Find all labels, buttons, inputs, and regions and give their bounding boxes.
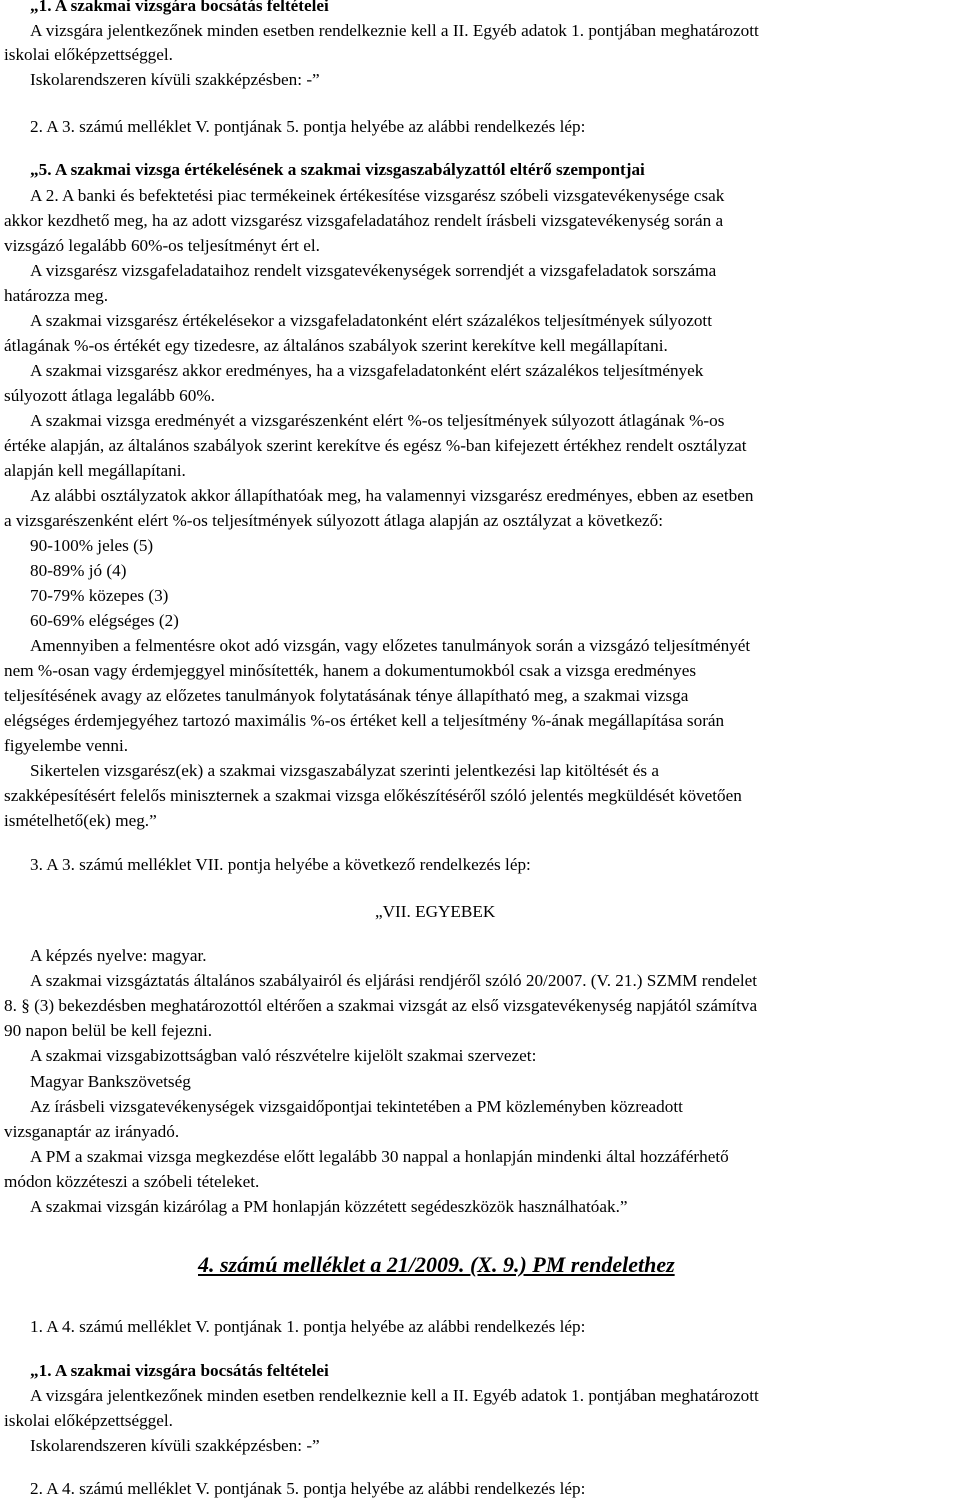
paragraph-line: A szakmai vizsga eredményét a vizsgarészenként elért %-os teljesítmények súlyozott átlagának %-os (30, 411, 725, 430)
amendment-instruction: 2. A 3. számú melléklet V. pontjának 5. pontja helyébe az alábbi rendelkezés lép: (30, 117, 586, 136)
paragraph-line: Iskolarendszeren kívüli szakképzésben: -” (30, 70, 320, 89)
paragraph-line: A PM a szakmai vizsga megkezdése előtt legalább 30 nappal a honlapján mindenki által hozzáférhető (30, 1147, 729, 1166)
paragraph-line: vizsganaptár az irányadó. (4, 1122, 180, 1141)
paragraph-line: A szakmai vizsgarész értékelésekor a vizsgafeladatonként elért százalékos teljesítmények súlyozott (30, 311, 712, 330)
paragraph-line: 8. § (3) bekezdésben meghatározottól eltérően a szakmai vizsgát az első vizsgatevékenység napjától számítva (4, 996, 758, 1015)
paragraph-line: teljesítésének avagy az előzetes tanulmányok folytatásának ténye állapítható meg, a szakmai vizsga (4, 686, 689, 705)
paragraph-line: nem %-osan vagy érdemjeggyel minősítették, hanem a dokumentumokból csak a vizsga eredményes (4, 661, 697, 680)
section-heading: „1. A szakmai vizsgára bocsátás feltételei (30, 1361, 329, 1380)
paragraph-line: A 2. A banki és befektetési piac termékeinek értékesítése vizsgarész szóbeli vizsgatevékenysége csak (30, 186, 725, 205)
paragraph-line: módon közzéteszi a szóbeli tételeket. (4, 1172, 260, 1191)
paragraph-line: elégséges érdemjegyéhez tartozó maximális %-os értéket kell a teljesítmény %-ának megállapítása során (4, 711, 725, 730)
grade-list-item: 70-79% közepes (3) (30, 586, 169, 605)
paragraph-line: A szakmai vizsgán kizárólag a PM honlapján közzétett segédeszközök használhatóak.” (30, 1197, 628, 1216)
section-heading: „5. A szakmai vizsga értékelésének a szakmai vizsgaszabályzattól eltérő szempontjai (30, 160, 645, 179)
paragraph-line: Sikertelen vizsgarész(ek) a szakmai vizsgaszabályzat szerinti jelentkezési lap kitöltését és a (30, 761, 659, 780)
paragraph-line: Amennyiben a felmentésre okot adó vizsgán, vagy előzetes tanulmányok során a vizsgázó teljesítményét (30, 636, 751, 655)
paragraph-line: A szakmai vizsgarész akkor eredményes, ha a vizsgafeladatonként elért százalékos teljesítmények (30, 361, 704, 380)
paragraph-line: Az alábbi osztályzatok akkor állapíthatóak meg, ha valamennyi vizsgarész eredményes, ebben az esetben (30, 486, 754, 505)
paragraph-line: a vizsgarészenként elért %-os teljesítmények súlyozott átlaga alapján az osztályzat a következő: (4, 511, 664, 530)
paragraph-line: átlagának %-os értékét egy tizedesre, az általános szabályok szerint kerekítve kell megállapítani. (4, 336, 668, 355)
annex-title: 4. számú melléklet a 21/2009. (X. 9.) PM rendelethez (198, 1252, 675, 1277)
paragraph-line: A képzés nyelve: magyar. (30, 946, 207, 965)
paragraph-line: ismételhető(ek) meg.” (4, 811, 157, 830)
grade-list-item: 90-100% jeles (5) (30, 536, 154, 555)
paragraph-line: határozza meg. (4, 286, 109, 305)
section-heading: „1. A szakmai vizsgára bocsátás feltételei (30, 0, 329, 15)
grade-list-item: 80-89% jó (4) (30, 561, 127, 580)
paragraph-line: Az írásbeli vizsgatevékenységek vizsgaidőpontjai tekintetében a PM közleményben közreadott (30, 1097, 683, 1116)
paragraph-line: súlyozott átlaga legalább 60%. (4, 386, 215, 405)
paragraph-line: vizsgázó legalább 60%-os teljesítményt ért el. (4, 236, 320, 255)
section-title: „VII. EGYEBEK (375, 902, 496, 921)
paragraph-line: értéke alapján, az általános szabályok szerint kerekítve és egész %-ban kifejezett értékhez rendelt osztályzat (4, 436, 747, 455)
paragraph-line: A szakmai vizsgáztatás általános szabályairól és eljárási rendjéről szóló 20/2007. (V. 21.) SZMM rendelet (30, 971, 758, 990)
paragraph-line: A vizsgarész vizsgafeladataihoz rendelt vizsgatevékenységek sorrendjét a vizsgafeladatok sorszáma (30, 261, 717, 280)
paragraph-line: 90 napon belül be kell fejezni. (4, 1021, 213, 1040)
paragraph-line: figyelembe venni. (4, 736, 129, 755)
grade-list-item: 60-69% elégséges (2) (30, 611, 179, 630)
paragraph-line: Iskolarendszeren kívüli szakképzésben: -” (30, 1436, 320, 1455)
paragraph-line: A vizsgára jelentkezőnek minden esetben rendelkeznie kell a II. Egyéb adatok 1. pontjában meghatározott (30, 21, 759, 40)
paragraph-line: A szakmai vizsgabizottságban való részvételre kijelölt szakmai szervezet: (30, 1046, 537, 1065)
paragraph-line: Magyar Bankszövetség (30, 1072, 191, 1091)
amendment-instruction: 1. A 4. számú melléklet V. pontjának 1. pontja helyébe az alábbi rendelkezés lép: (30, 1317, 586, 1336)
paragraph-line: akkor kezdhető meg, ha az adott vizsgarész vizsgafeladatához rendelt írásbeli vizsgatevékenység során a (4, 211, 724, 230)
amendment-instruction: 3. A 3. számú melléklet VII. pontja helyébe a következő rendelkezés lép: (30, 855, 531, 874)
paragraph-line: iskolai előképzettséggel. (4, 45, 173, 64)
paragraph-line: iskolai előképzettséggel. (4, 1411, 173, 1430)
paragraph-line: A vizsgára jelentkezőnek minden esetben rendelkeznie kell a II. Egyéb adatok 1. pontjában meghatározott (30, 1386, 759, 1405)
paragraph-line: szakképesítésért felelős miniszternek a szakmai vizsga előkészítéséről szóló jelentés megküldését követően (4, 786, 742, 805)
amendment-instruction: 2. A 4. számú melléklet V. pontjának 5. pontja helyébe az alábbi rendelkezés lép: (30, 1479, 586, 1498)
paragraph-line: alapján kell megállapítani. (4, 461, 186, 480)
